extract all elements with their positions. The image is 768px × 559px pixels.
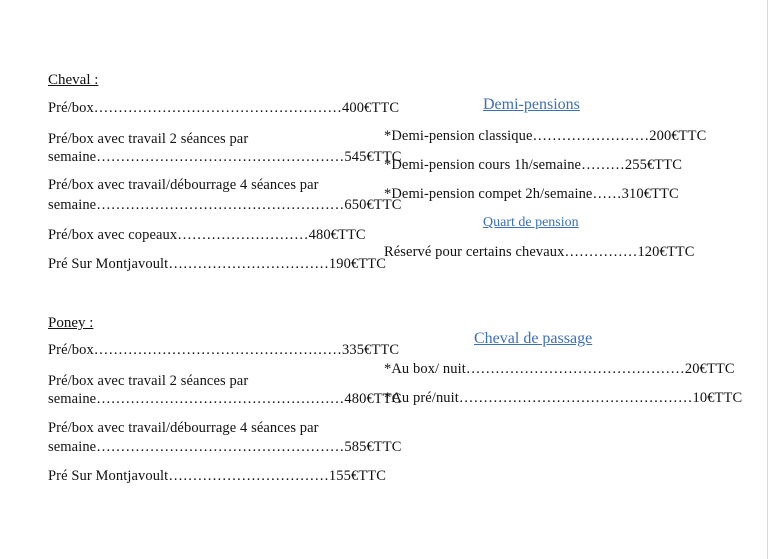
demi-pension-line: *Demi-pension classique……………………200€TTC [384, 128, 707, 144]
cheval-line: semaine……………………………………………650€TTC [48, 197, 402, 213]
demi-pension-line: *Demi-pension cours 1h/semaine………255€TTC [384, 157, 682, 173]
poney-heading: Poney : [48, 315, 94, 331]
poney-line: Pré/box avec travail/débourrage 4 séances par [48, 420, 319, 436]
quart-line: Réservé pour certains chevaux……………120€TTC [384, 244, 695, 260]
cheval-line: semaine……………………………………………545€TTC [48, 149, 402, 165]
passage-line: *Au pré/nuit…………………………………………10€TTC [384, 390, 743, 406]
poney-line: semaine……………………………………………585€TTC [48, 439, 402, 455]
passage-line: *Au box/ nuit………………………………………20€TTC [384, 361, 735, 377]
cheval-line: Pré/box avec travail 2 séances par [48, 131, 249, 147]
poney-line: Pré/box avec travail 2 séances par [48, 373, 249, 389]
passage-heading: Cheval de passage [474, 330, 593, 347]
cheval-heading: Cheval : [48, 72, 99, 88]
poney-line: Pré/box……………………………………………335€TTC [48, 342, 400, 358]
cheval-line: Pré/box avec travail/débourrage 4 séances par [48, 177, 319, 193]
quart-heading: Quart de pension [483, 215, 579, 230]
cheval-line: Pré Sur Montjavoult……………………………190€TTC [48, 256, 386, 272]
poney-line: semaine……………………………………………480€TTC [48, 391, 402, 407]
cheval-line: Pré/box avec copeaux………………………480€TTC [48, 227, 366, 243]
cheval-line: Pré/box……………………………………………400€TTC [48, 100, 400, 116]
poney-line: Pré Sur Montjavoult……………………………155€TTC [48, 468, 386, 484]
demi-pensions-heading: Demi-pensions [483, 96, 580, 113]
demi-pension-line: *Demi-pension compet 2h/semaine……310€TTC [384, 186, 679, 202]
